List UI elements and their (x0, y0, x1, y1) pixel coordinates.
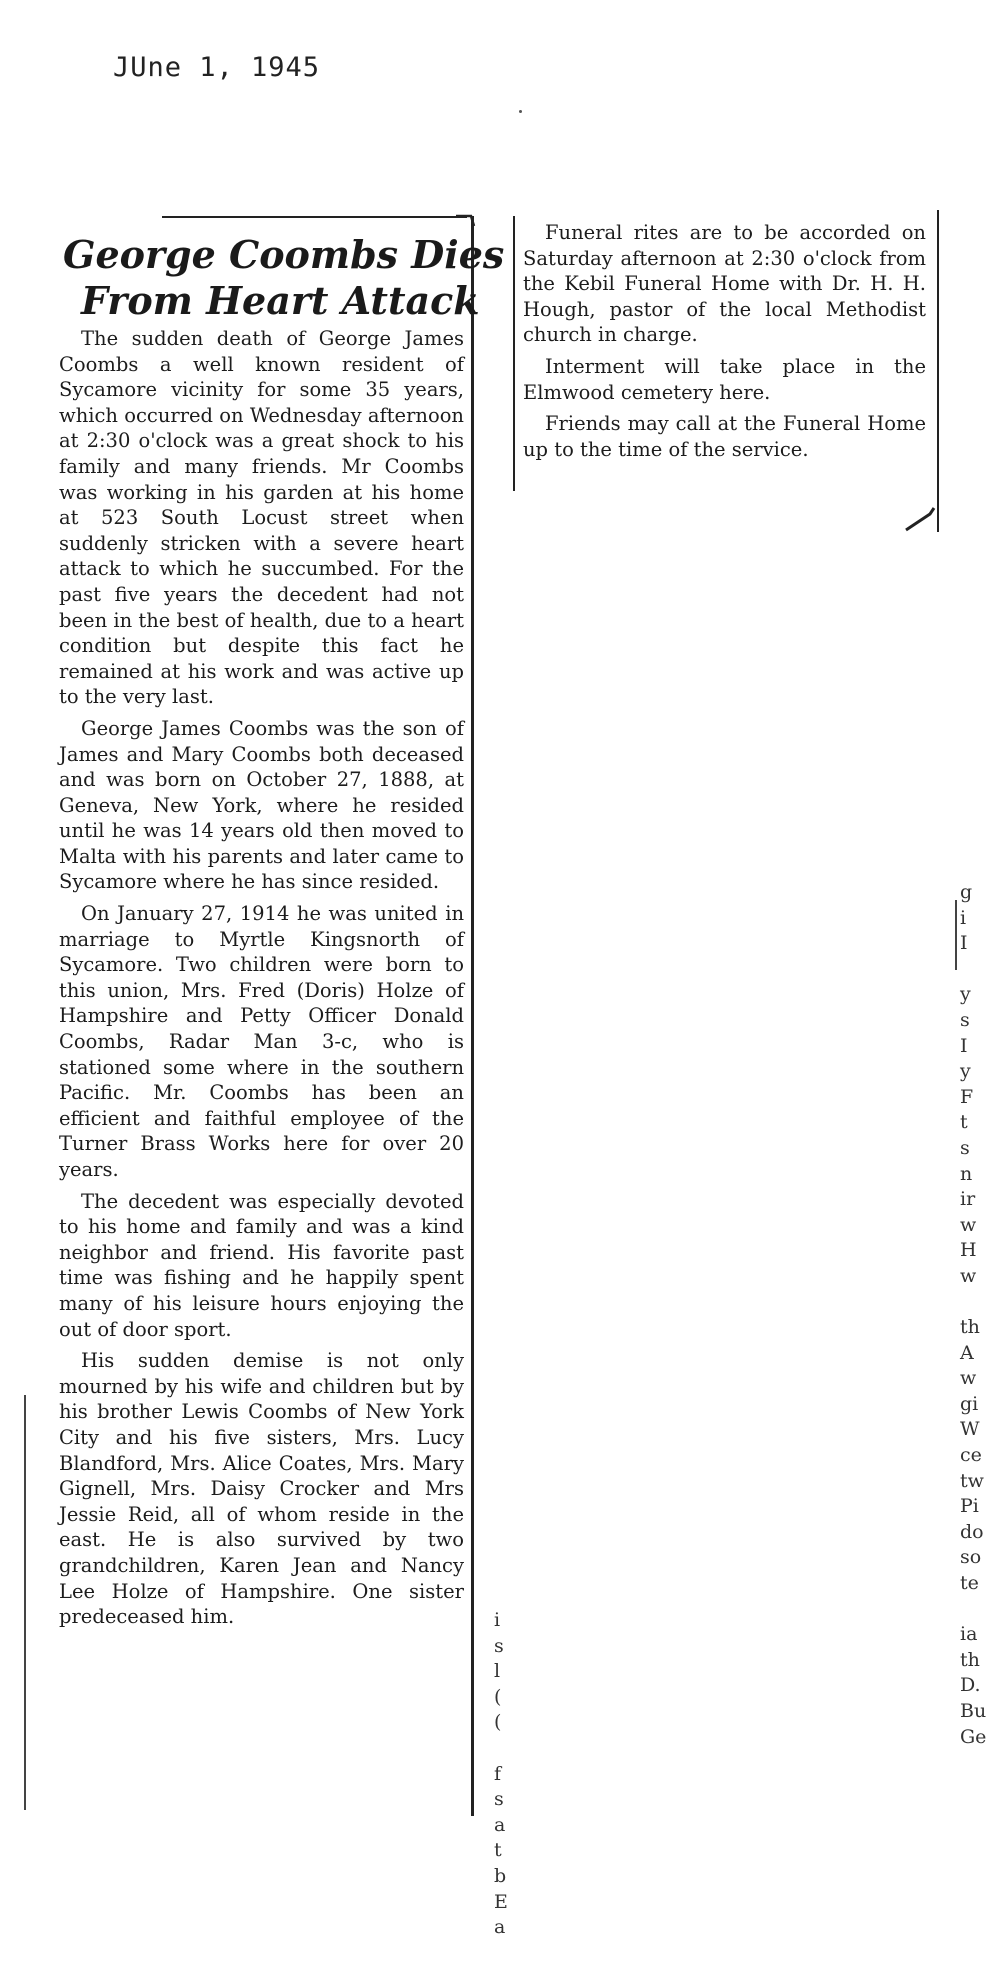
fragment-glyph (960, 957, 979, 983)
fragment-glyph: g (960, 881, 973, 903)
article-paragraph: Friends may call at the Funeral Home up to the time of the service. (523, 412, 926, 461)
article-paragraph: On January 27, 1914 he was united in marriage to Myrtle Kingsnorth of Sycamore. Two children were born to this union, Mrs. Fred (Doris) Holze of Hampshire and Petty Officer Donald Coombs, Radar Man 3-c, who is stationed some where in the southern Pacific. Mr. Coombs has been an efficient and faithful employee of the Turner Brass Works here for over 20 years. (59, 902, 464, 1181)
fragment-glyph: i (494, 1609, 501, 1631)
fragment-glyph: s (494, 1634, 504, 1657)
fragment-glyph: E (494, 1890, 508, 1913)
fragment-glyph: ( (494, 1685, 502, 1708)
fragment-glyph: y (960, 983, 971, 1006)
fragment-glyph: ce (960, 1444, 982, 1467)
fragment-glyph: do (960, 1520, 984, 1543)
cropped-text-fragment-right (960, 880, 986, 1750)
end-mark-icon (904, 504, 936, 532)
fragment-glyph: b (494, 1864, 507, 1887)
fragment-glyph: n (960, 1162, 973, 1185)
dateline: JUne 1, 1945 (113, 52, 321, 83)
fragment-glyph: w (960, 1213, 977, 1236)
speck-mark (519, 110, 522, 113)
fragment-glyph: ia (960, 1623, 978, 1646)
fragment-glyph: s (960, 1136, 970, 1159)
fragment-glyph: th (960, 1648, 980, 1671)
article-paragraph: Funeral rites are to be accorded on Saturday afternoon at 2:30 o'clock from the Kebil Funeral Home with Dr. H. H. Hough, pastor of the local Methodist church in charge. (523, 221, 926, 347)
cropped-column-border (955, 900, 957, 970)
fragment-glyph: A (960, 1341, 974, 1364)
fragment-glyph: F (960, 1085, 974, 1108)
fragment-glyph: so (960, 1546, 982, 1569)
fragment-glyph: ir (960, 1188, 976, 1211)
headline-line: From Heart Attack (81, 278, 480, 323)
article-column-1 (59, 326, 464, 1636)
headline-line: George Coombs Dies (63, 232, 505, 277)
fragment-glyph: a (494, 1916, 506, 1939)
fragment-glyph: f (494, 1762, 502, 1785)
fragment-glyph: w (960, 1264, 977, 1287)
fragment-glyph (960, 1597, 979, 1623)
fragment-glyph: th (960, 1316, 980, 1339)
fragment-glyph: w (960, 1367, 977, 1390)
column-left-border (24, 1395, 26, 1810)
fragment-glyph: te (960, 1572, 979, 1595)
fragment-glyph: I (960, 1034, 968, 1057)
column-top-rule (162, 216, 467, 218)
cropped-text-fragment-middle (494, 1608, 514, 1941)
fragment-glyph: l (494, 1660, 501, 1683)
column-2-right-border (937, 210, 939, 532)
article-paragraph: His sudden demise is not only mourned by his wife and children but by his brother Lewis Coombs of New York City and his five sisters, Mrs. Lucy Blandford, Mrs. Alice Coates, Mrs. Mary Gignell, Mrs. Daisy Crocker and Mrs Jessie Reid, all of whom reside in the east. He is also survived by two grandchildren, Karen Jean and Nancy Lee Holze of Hampshire. One sister predeceased him. (59, 1349, 464, 1629)
fragment-glyph (494, 1736, 514, 1762)
fragment-glyph: i (960, 906, 967, 929)
fragment-glyph: a (494, 1813, 506, 1836)
fragment-glyph: t (960, 1111, 968, 1134)
headline (55, 232, 505, 324)
fragment-glyph: tw (960, 1469, 984, 1492)
fragment-glyph (960, 1290, 979, 1316)
fragment-glyph: gi (960, 1392, 979, 1415)
article-paragraph: The decedent was especially devoted to his home and family and was a kind neighbor and friend. His favorite past time was fishing and he happily spent many of his leisure hours enjoying the out of door sport. (59, 1189, 464, 1341)
fragment-glyph: s (960, 1008, 970, 1031)
column-2-left-border (513, 216, 515, 491)
fragment-glyph: s (494, 1788, 504, 1811)
fragment-glyph: D. (960, 1674, 981, 1697)
fragment-glyph: W (960, 1418, 980, 1441)
article-paragraph: George James Coombs was the son of James and Mary Coombs both deceased and was born on October 27, 1888, at Geneva, New York, where he resided until he was 14 years old then moved to Malta with his parents and later came to Sycamore where he has since resided. (59, 716, 464, 894)
column-right-border (471, 216, 474, 1816)
fragment-glyph: ( (494, 1711, 502, 1734)
article-paragraph: The sudden death of George James Coombs a well known resident of Sycamore vicinity for some 35 years, which occurred on Wednesday afternoon at 2:30 o'clock was a great shock to his family and many friends. Mr Coombs was working in his garden at his home at 523 South Locust street when suddenly stricken with a severe heart attack to which he succumbed. For the past five years the decedent had not been in the best of health, due to a heart condition but despite this fact he remained at his work and was active up to the very last. (59, 327, 464, 709)
fragment-glyph: I (960, 932, 968, 955)
fragment-glyph: Pi (960, 1495, 979, 1518)
article-column-2 (523, 220, 926, 468)
fragment-glyph: y (960, 1060, 971, 1083)
fragment-glyph: Bu (960, 1700, 986, 1722)
fragment-glyph: H (960, 1239, 977, 1262)
article-paragraph: Interment will take place in the Elmwood cemetery here. (523, 354, 926, 404)
fragment-glyph: Ge (960, 1725, 986, 1748)
fragment-glyph: t (494, 1839, 502, 1862)
